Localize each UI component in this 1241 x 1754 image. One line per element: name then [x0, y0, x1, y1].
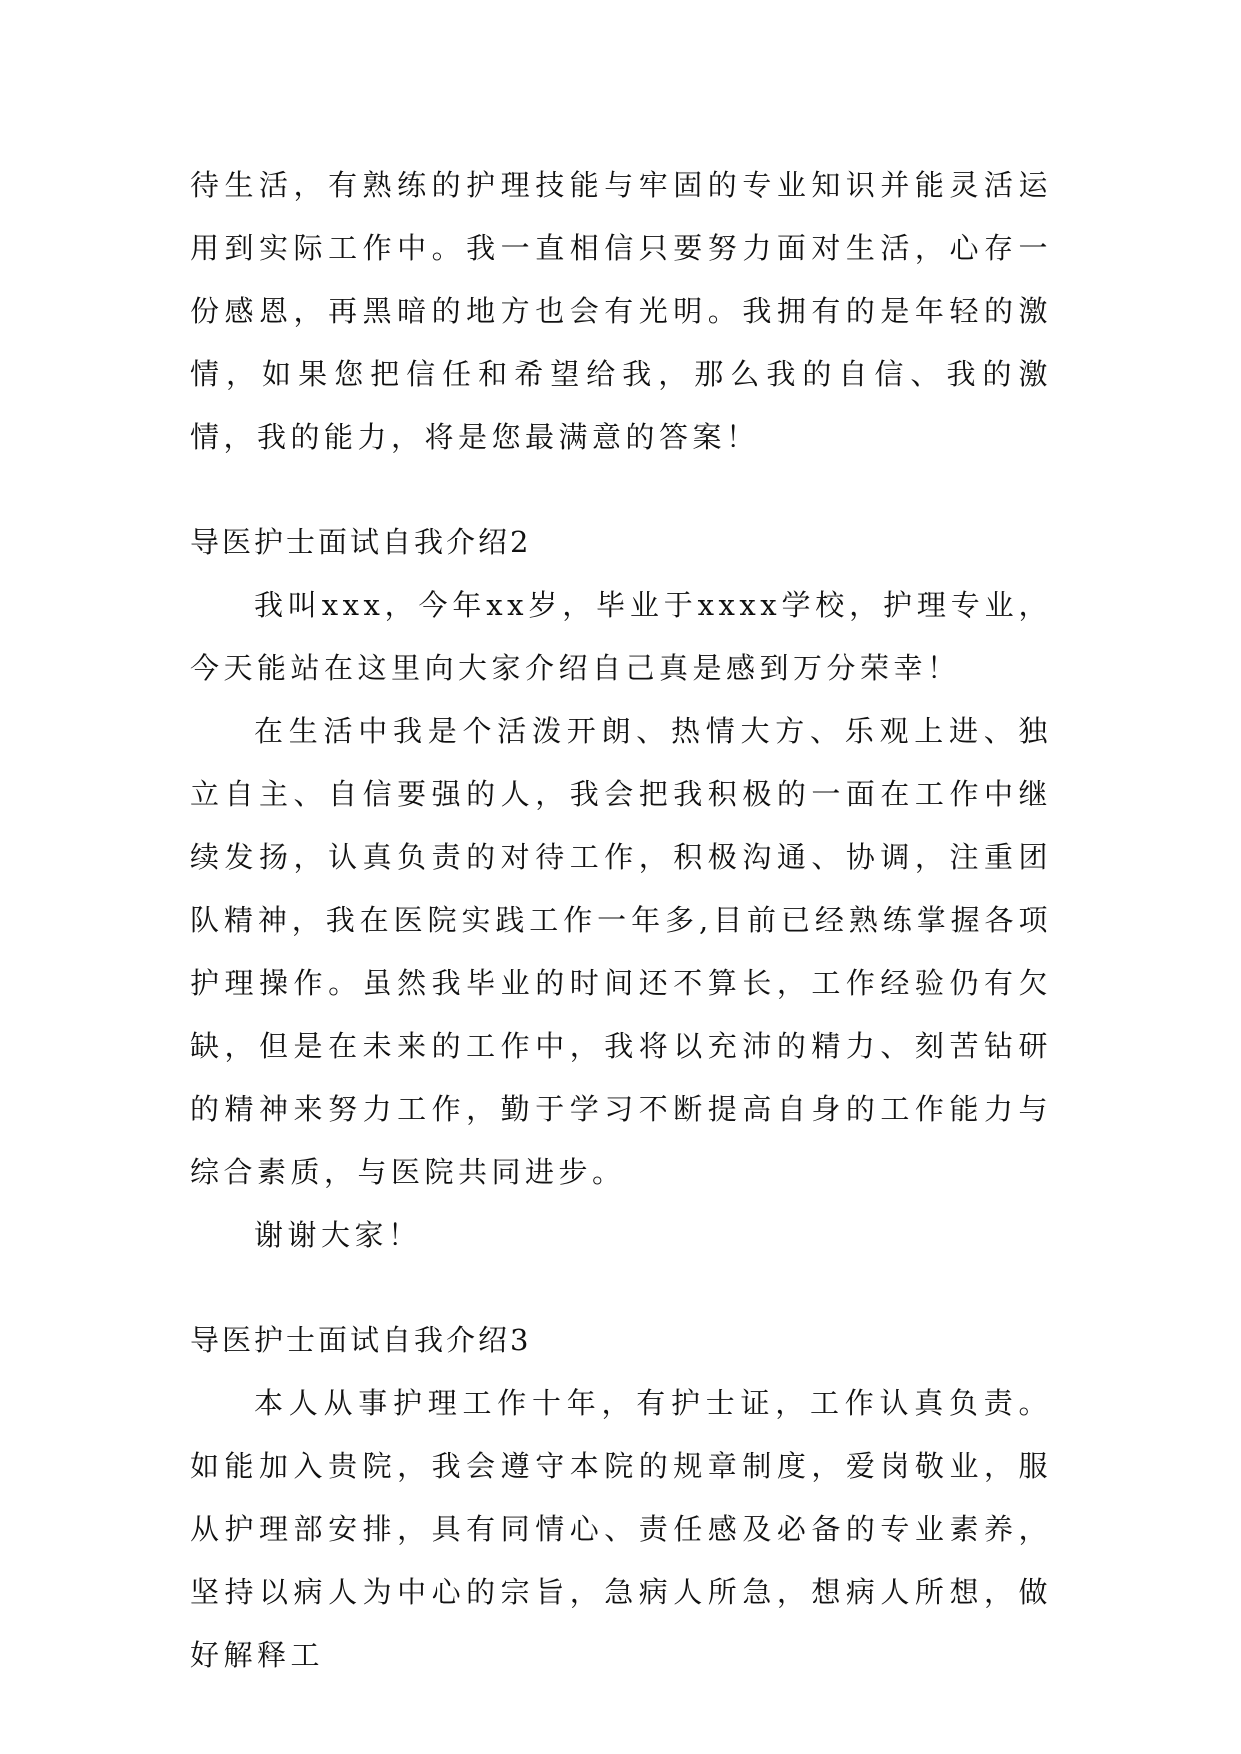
section-3 — [190, 1309, 1052, 1687]
section-2-heading: 导医护士面试自我介绍2 — [190, 525, 532, 559]
document-body — [190, 154, 1052, 1687]
section-2-paragraph: 谢谢大家！ — [254, 1218, 422, 1252]
section-gap — [190, 1267, 1052, 1309]
opening-paragraph: 待生活，有熟练的护理技能与牢固的专业知识并能灵活运用到实际工作中。我一直相信只要努力面对生活，心存一份感恩，再黑暗的地方也会有光明。我拥有的是年轻的激情，如果您把信任和希望给我，那么我的自信、我的激情，我的能力，将是您最满意的答案！ — [190, 168, 1052, 454]
section-2 — [190, 511, 1052, 1267]
section-3-heading: 导医护士面试自我介绍3 — [190, 1323, 532, 1357]
section-3-paragraph: 本人从事护理工作十年，有护士证，工作认真负责。如能加入贵院，我会遵守本院的规章制度，爱岗敬业，服从护理部安排，具有同情心、责任感及必备的专业素养，坚持以病人为中心的宗旨，急病人所急，想病人所想，做好解释工 — [190, 1386, 1052, 1672]
section-2-paragraph: 在生活中我是个活泼开朗、热情大方、乐观上进、独立自主、自信要强的人，我会把我积极的一面在工作中继续发扬，认真负责的对待工作，积极沟通、协调，注重团队精神，我在医院实践工作一年多,目前已经熟练掌握各项护理操作。虽然我毕业的时间还不算长，工作经验仍有欠缺，但是在未来的工作中，我将以充沛的精力、刻苦钻研的精神来努力工作，勤于学习不断提高自身的工作能力与综合素质，与医院共同进步。 — [190, 714, 1052, 1189]
section-2-paragraph: 我叫xxx，今年xx岁，毕业于xxxx学校，护理专业，今天能站在这里向大家介绍自己真是感到万分荣幸！ — [190, 588, 1052, 685]
section-gap — [190, 469, 1052, 511]
opening-block — [190, 154, 1052, 469]
